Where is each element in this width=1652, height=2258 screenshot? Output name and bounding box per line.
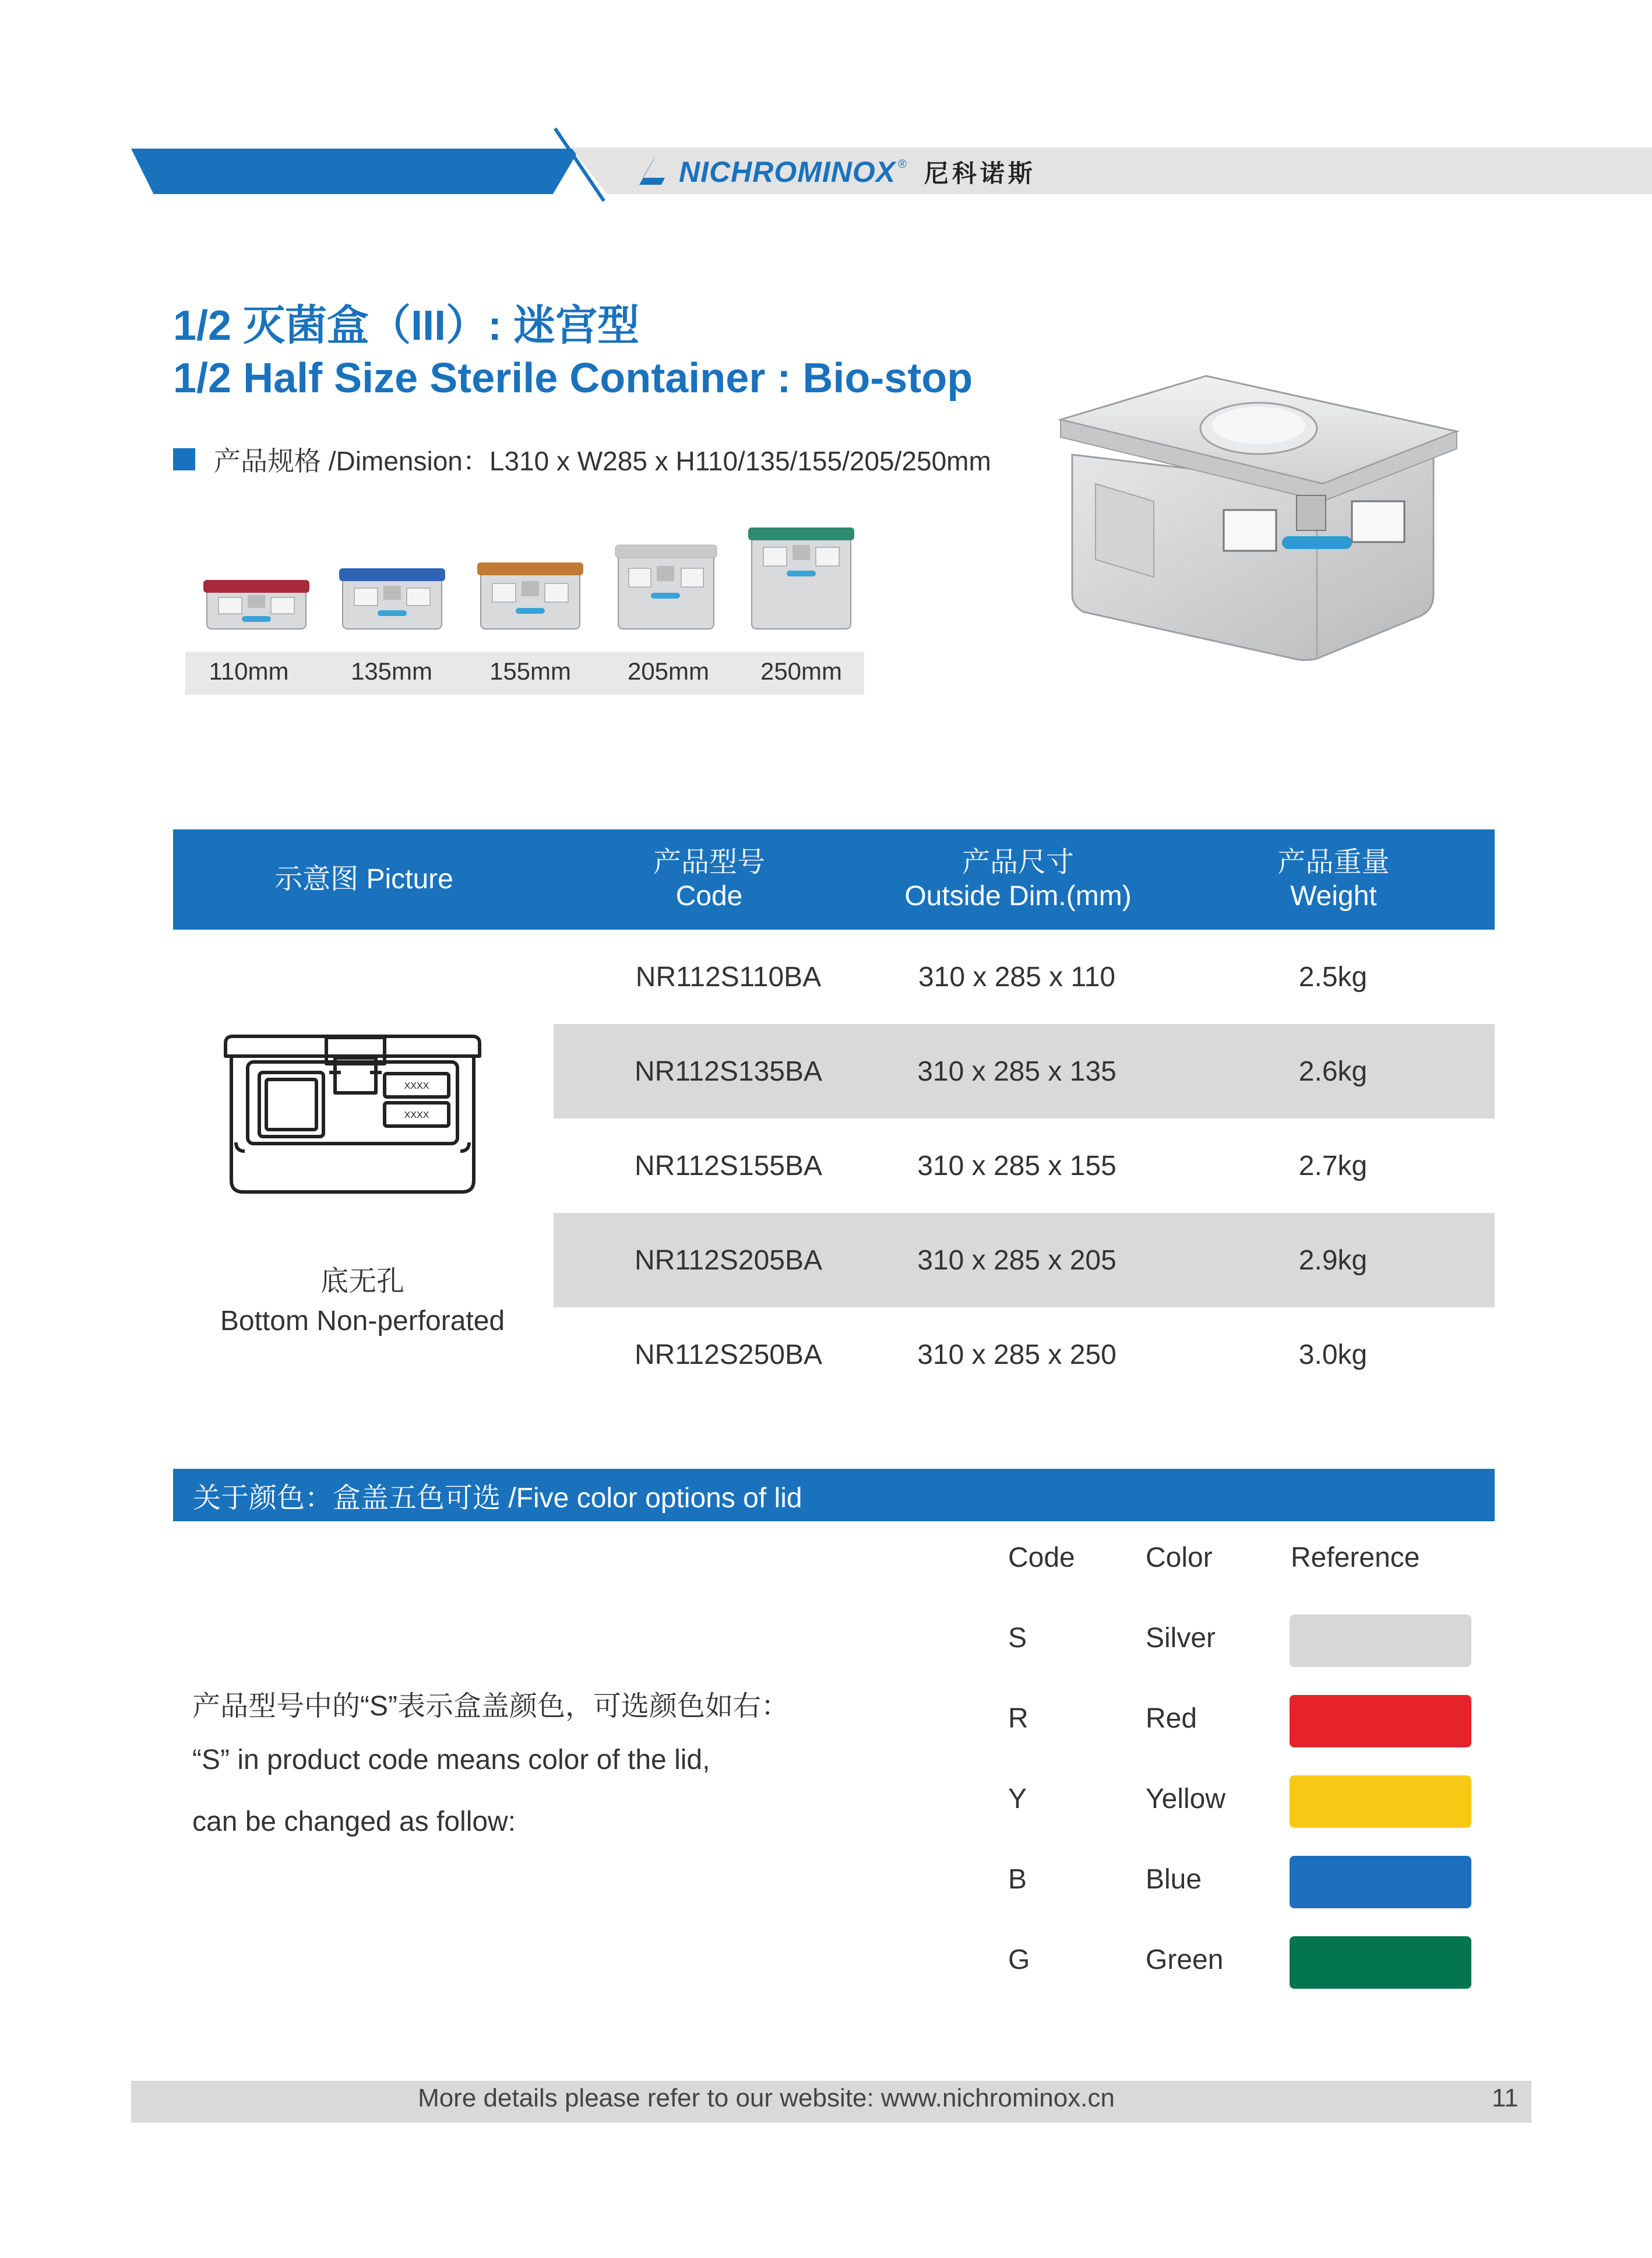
color-name: Yellow [1146,1784,1225,1814]
weight-cell: 2.9kg [1298,1244,1368,1276]
dimension-cell: 310 x 285 x 155 [917,1150,1116,1181]
dimension-cell: 310 x 285 x 135 [917,1056,1116,1087]
bullet-square-icon [173,448,195,470]
col-header-dimension: 产品尺寸 Outside Dim.(mm) [904,847,1132,912]
size-label: 250mm [760,657,843,685]
container-250-image [746,522,857,632]
table-header [173,829,1495,930]
color-code: B [1008,1864,1027,1895]
dimension-text: 产品规格 /Dimension：L310 x W285 x H110/135/155/205/250mm [214,446,991,476]
color-code: R [1008,1703,1028,1734]
size-label: 155mm [489,657,572,685]
color-note-en-line1: “S” in product code means color of the lid, [192,1745,710,1775]
weight-cell: 2.5kg [1298,961,1368,993]
dimension-spec [173,440,991,479]
table-row [554,1119,1495,1213]
footer-website-text: More details please refer to our website: www.nichrominox.cn [418,2084,1115,2112]
container-155-image [475,557,586,632]
schematic-label: XXXX [404,1081,429,1091]
color-code: G [1008,1944,1030,1975]
dimension-cell: 310 x 285 x 250 [917,1339,1116,1370]
weight-cell: 2.6kg [1298,1056,1368,1087]
weight-cell: 2.7kg [1298,1150,1368,1181]
code-cell: NR112S155BA [635,1150,822,1181]
color-name: Silver [1146,1623,1216,1654]
brand-name-cn: 尼科诺斯 [924,160,1036,187]
table-row [554,1307,1495,1402]
page-title-cn: 1/2 灭菌盒（III）: 迷宫型 [173,303,640,349]
color-swatch-red [1290,1695,1471,1747]
table-row [554,1024,1495,1119]
col-header-code: 产品型号 Code [653,847,765,912]
col-header-reference: Reference [1291,1542,1420,1573]
color-code: S [1008,1623,1027,1654]
container-schematic-drawing [219,1032,487,1201]
picture-caption: 底无孔 Bottom Non-perforated [220,1266,505,1336]
color-name: Green [1146,1944,1224,1975]
col-header-weight: 产品重量 Weight [1277,847,1390,912]
size-label: 135mm [350,657,433,685]
table-row [554,930,1495,1024]
color-swatch-yellow [1290,1775,1471,1828]
sterile-container-photo [1049,367,1468,670]
size-label: 205mm [627,657,710,685]
color-note-en-line2: can be changed as follow: [192,1806,516,1837]
page-number: 11 [1492,2084,1519,2112]
dimension-cell: 310 x 285 x 110 [918,961,1116,993]
brand-logo [638,149,1036,195]
color-swatch-green [1290,1936,1471,1989]
col-header-picture: 示意图 Picture [274,864,453,895]
col-header-code: Code [1008,1542,1075,1573]
color-code: Y [1008,1784,1027,1814]
size-label: 110mm [209,657,289,685]
header-blue-band [131,149,580,194]
color-options-bar: 关于颜色：盒盖五色可选 /Five color options of lid [173,1469,1495,1521]
code-cell: NR112S205BA [635,1244,822,1276]
color-swatch-blue [1290,1856,1471,1908]
container-135-image [337,562,448,632]
code-cell: NR112S135BA [635,1056,822,1087]
registered-mark: ® [898,157,907,171]
schematic-label: XXXX [404,1110,429,1120]
dimension-cell: 310 x 285 x 205 [917,1244,1116,1276]
table-row [554,1213,1495,1307]
weight-cell: 3.0kg [1298,1339,1368,1370]
color-name: Blue [1146,1864,1202,1895]
color-note-cn: 产品型号中的“S”表示盒盖颜色，可选颜色如右： [192,1691,789,1722]
code-cell: NR112S110BA [635,961,822,993]
page-title-en: 1/2 Half Size Sterile Container : Bio-stop [173,355,973,402]
color-name: Red [1146,1703,1197,1734]
color-swatch-silver [1290,1615,1471,1667]
brand-name: NICHROMINOX [679,156,896,188]
container-205-image [614,539,718,632]
col-header-color: Color [1146,1542,1213,1573]
container-110-image [201,574,312,632]
logo-mark-icon [638,154,668,189]
code-cell: NR112S250BA [635,1339,822,1370]
